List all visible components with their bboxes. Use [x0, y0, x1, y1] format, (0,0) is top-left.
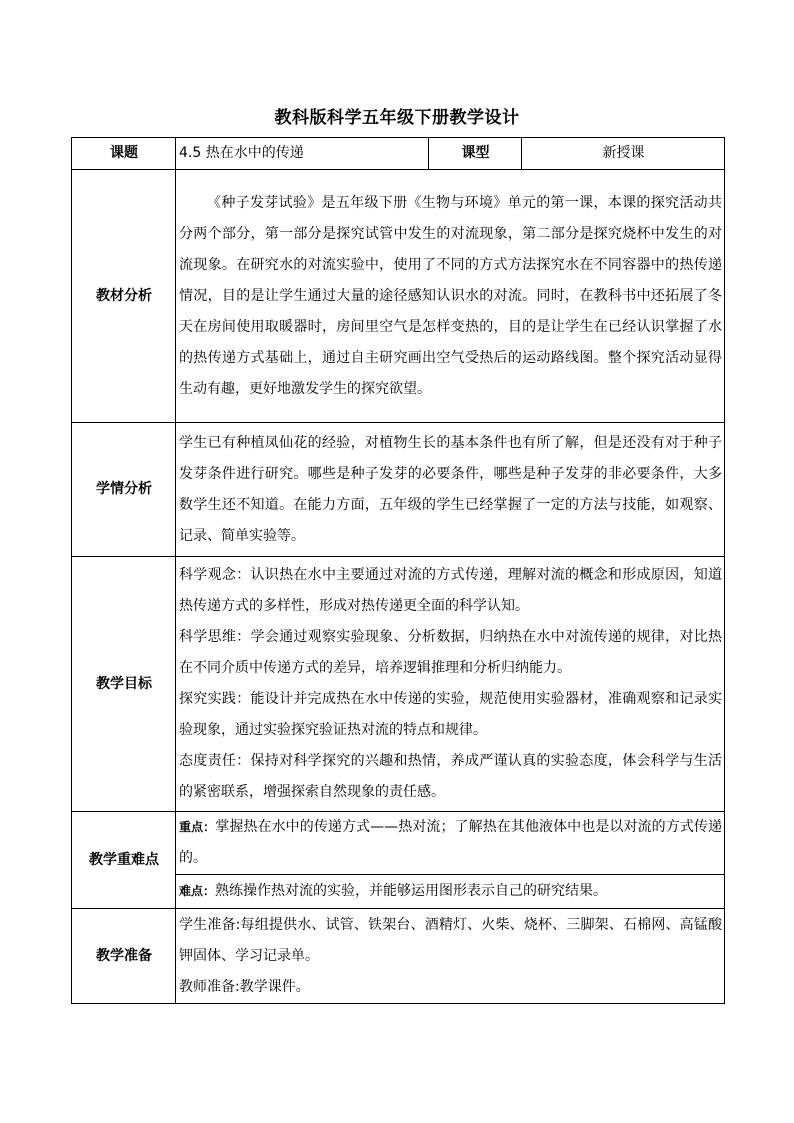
difficult-point	[179, 876, 722, 907]
difficult-point-cell	[176, 875, 725, 909]
student-analysis-cell	[176, 423, 725, 557]
difficult-point-label: 难点：	[179, 884, 216, 898]
topic-value: 4.5 热在水中的传递	[176, 138, 429, 170]
objective-item: 态度责任：保持对科学探究的兴趣和热情，养成严谨认真的实验态度，体会科学与生活的紧密联系，增强探索自然现象的责任感。	[179, 753, 722, 800]
difficult-point-text: 熟练操作热对流的实验，并能够运用图形表示自己的研究结果。	[215, 883, 608, 899]
objectives-row	[72, 557, 725, 812]
document-title: 教科版科学五年级下册教学设计	[274, 108, 520, 128]
objectives-cell	[176, 557, 725, 812]
preparation-label: 教学准备	[72, 909, 176, 1004]
key-point-label: 重点：	[179, 820, 216, 834]
student-analysis-label: 学情分析	[72, 423, 176, 557]
lesson-plan-table	[71, 137, 725, 1004]
material-analysis-text: 《种子发芽试验》是五年级下册《生物与环境》单元的第一课，本课的探究活动共分两个部分，第一部分是探究试管中发生的对流现象，第二部分是探究烧杯中发生的对流现象。在研究水的对流实验中，使用了不同的方式方法探究水在不同容器中的热传递情况，目的是让学生通过大量的途径感知认识水的对流。同时，在教科书中还拓展了冬天在房间使用取暖器时，房间里空气是怎样变热的，目的是让学生在已经认识掌握了水的热传递方式基础上，通过自主研究画出空气受热后的运动路线图。整个探究活动显得生动有趣，更好地激发学生的探究欲望。	[179, 194, 722, 397]
student-analysis-row	[72, 423, 725, 557]
objectives-label: 教学目标	[72, 557, 176, 812]
key-points-label: 教学重难点	[72, 812, 176, 909]
preparation-cell	[176, 909, 725, 1004]
header-row	[72, 138, 725, 170]
key-points-row	[72, 812, 725, 875]
key-point-cell	[176, 812, 725, 875]
material-analysis-row	[72, 170, 725, 423]
key-point-text: 掌握热在水中的传递方式——热对流；了解热在其他液体中也是以对流的方式传递的。	[179, 819, 722, 866]
key-point	[179, 812, 722, 874]
topic-label: 课题	[72, 138, 176, 170]
teacher-preparation: 教师准备:教学课件。	[179, 978, 310, 995]
preparation-row	[72, 909, 725, 1004]
objective-item: 科学观念：认识热在水中主要通过对流的方式传递，理解对流的概念和形成原因，知道热传递方式的多样性，形成对热传递更全面的科学认知。	[179, 567, 722, 614]
objective-item: 探究实践：能设计并完成热在水中传递的实验，规范使用实验器材，准确观察和记录实验现象，通过实验探究验证热对流的特点和规律。	[179, 691, 722, 738]
type-value: 新授课	[522, 138, 725, 170]
material-analysis-cell	[176, 170, 725, 423]
material-analysis-label: 教材分析	[72, 170, 176, 423]
student-analysis-text: 学生已有种植凤仙花的经验，对植物生长的基本条件也有所了解，但是还没有对于种子发芽条件进行研究。哪些是种子发芽的必要条件，哪些是种子发芽的非必要条件，大多数学生还不知道。在能力方面，五年级的学生已经掌握了一定的方法与技能，如观察、记录、简单实验等。	[179, 434, 722, 544]
type-label: 课型	[429, 138, 522, 170]
student-preparation: 学生准备:每组提供水、试管、铁架台、酒精灯、火柴、烧杯、三脚架、石棉网、高锰酸钾固体、学习记录单。	[179, 916, 722, 964]
objective-item: 科学思维：学会通过观察实验现象、分析数据，归纳热在水中对流传递的规律，对比热在不同介质中传递方式的差异，培养逻辑推理和分析归纳能力。	[179, 629, 722, 676]
